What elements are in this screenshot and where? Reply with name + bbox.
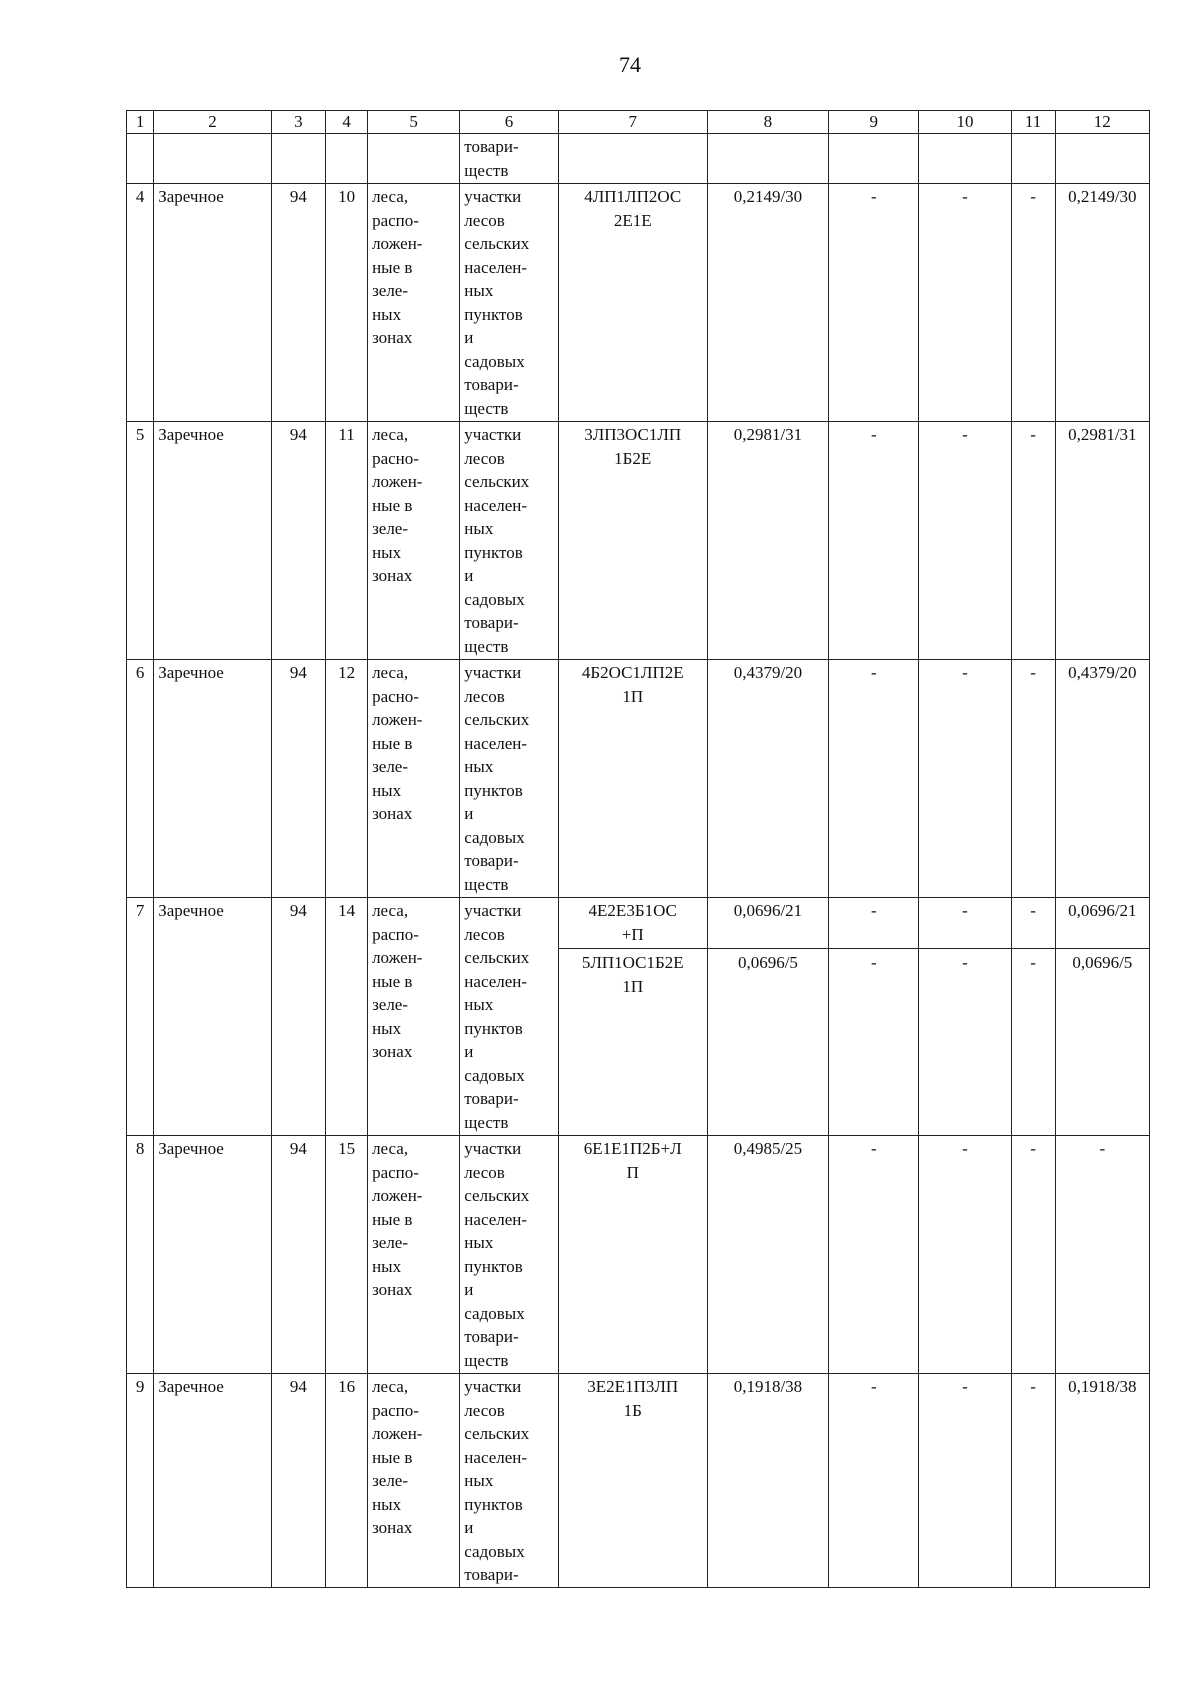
row-number: 9 — [127, 1374, 154, 1588]
row-number: 6 — [127, 660, 154, 898]
land-category-cell: участки лесов сельских населен- ных пунктов и садовых товари- ществ — [460, 184, 559, 422]
land-category-cell: участки лесов сельских населен- ных пунктов и садовых товари- ществ — [460, 422, 559, 660]
table-body — [127, 111, 1150, 1588]
table-cell — [127, 134, 154, 184]
land-category-cell: участки лесов сельских населен- ных пунктов и садовых товари- — [460, 1374, 559, 1588]
settlement-name: Заречное — [154, 898, 271, 1136]
row-number: 4 — [127, 184, 154, 422]
land-category-cell: товари- ществ — [460, 134, 559, 184]
value-col11-sub: - — [1012, 899, 1055, 949]
land-category-cell: участки лесов сельских населен- ных пунктов и садовых товари- ществ — [460, 1136, 559, 1374]
continuation-row — [127, 134, 1150, 184]
plot-number: 15 — [326, 1136, 368, 1374]
land-category-cell: участки лесов сельских населен- ных пунктов и садовых товари- ществ — [460, 660, 559, 898]
table-cell — [829, 134, 919, 184]
value-col9: - — [829, 660, 919, 898]
page-number: 74 — [619, 52, 641, 77]
total-value: 0,2149/30 — [1055, 184, 1149, 422]
plot-number: 11 — [326, 422, 368, 660]
forest-purpose-cell: леса, распо- ложен- ные в зеле- ных зонах — [368, 898, 460, 1136]
table-row — [127, 1374, 1150, 1588]
row-number: 8 — [127, 1136, 154, 1374]
area-value: 0,4985/25 — [707, 1136, 829, 1374]
value-col11: - — [1011, 422, 1055, 660]
forest-purpose-cell: леса, расно- ложен- ные в зеле- ных зонах — [368, 422, 460, 660]
column-header: 9 — [829, 111, 919, 134]
table-cell — [1055, 134, 1149, 184]
total-value: 0,1918/38 — [1055, 1374, 1149, 1588]
value-col9: - — [829, 1136, 919, 1374]
quarter-number: 94 — [271, 898, 326, 1136]
total-value: - — [1055, 1136, 1149, 1374]
value-col10: - — [919, 1136, 1011, 1374]
value-col10-sub: - — [919, 899, 1010, 949]
value-col11: - — [1011, 1136, 1055, 1374]
area-value: 0,2149/30 — [707, 184, 829, 422]
value-col10: - — [919, 1374, 1011, 1588]
quarter-number: 94 — [271, 1374, 326, 1588]
area-value — [707, 898, 829, 1136]
value-col10: - — [919, 660, 1011, 898]
species-composition — [558, 898, 707, 1136]
column-header: 5 — [368, 111, 460, 134]
table-row — [127, 184, 1150, 422]
area-value: 0,2981/31 — [707, 422, 829, 660]
column-header: 2 — [154, 111, 271, 134]
species-composition-sub: 5ЛП1ОС1Б2Е 1П — [581, 953, 684, 996]
settlement-name: Заречное — [154, 1136, 271, 1374]
value-col9: - — [829, 1374, 919, 1588]
value-col10 — [919, 898, 1011, 1136]
area-value: 0,1918/38 — [707, 1374, 829, 1588]
column-header: 6 — [460, 111, 559, 134]
quarter-number: 94 — [271, 660, 326, 898]
settlement-name: Заречное — [154, 1374, 271, 1588]
plot-number: 10 — [326, 184, 368, 422]
column-header: 1 — [127, 111, 154, 134]
value-col10: - — [919, 184, 1011, 422]
value-col9: - — [829, 184, 919, 422]
forest-plots-table — [126, 110, 1150, 1588]
column-header: 7 — [558, 111, 707, 134]
species-composition: 3ЛП3ОС1ЛП 1Б2Е — [558, 422, 707, 660]
plot-number: 14 — [326, 898, 368, 1136]
table-row — [127, 422, 1150, 660]
table-cell — [326, 134, 368, 184]
settlement-name: Заречное — [154, 660, 271, 898]
column-header: 10 — [919, 111, 1011, 134]
land-category-cell: участки лесов сельских населен- ных пунктов и садовых товари- ществ — [460, 898, 559, 1136]
column-header: 4 — [326, 111, 368, 134]
forest-purpose-cell: леса, расно- ложен- ные в зеле- ных зонах — [368, 660, 460, 898]
value-col11 — [1011, 898, 1055, 1136]
area-value-sub: 0,0696/5 — [737, 953, 798, 972]
quarter-number: 94 — [271, 1136, 326, 1374]
table-cell — [154, 134, 271, 184]
species-composition-sub: 4Е2Е3Б1ОС +П — [559, 899, 707, 949]
plot-number: 16 — [326, 1374, 368, 1588]
table-row — [127, 660, 1150, 898]
value-col9: - — [829, 422, 919, 660]
value-col9 — [829, 898, 919, 1136]
total-value-sub: 0,0696/5 — [1072, 953, 1133, 972]
quarter-number: 94 — [271, 184, 326, 422]
row-number: 5 — [127, 422, 154, 660]
settlement-name: Заречное — [154, 184, 271, 422]
table-cell — [271, 134, 326, 184]
species-composition: 4Б2ОС1ЛП2Е 1П — [558, 660, 707, 898]
table-cell — [368, 134, 460, 184]
forest-purpose-cell: леса, распо- ложен- ные в зеле- ных зонах — [368, 1136, 460, 1374]
settlement-name: Заречное — [154, 422, 271, 660]
column-header-row — [127, 111, 1150, 134]
area-value: 0,4379/20 — [707, 660, 829, 898]
table-cell — [558, 134, 707, 184]
column-header: 8 — [707, 111, 829, 134]
total-value: 0,4379/20 — [1055, 660, 1149, 898]
column-header: 12 — [1055, 111, 1149, 134]
column-header: 11 — [1011, 111, 1055, 134]
total-value — [1055, 898, 1149, 1136]
value-col9-sub: - — [870, 953, 877, 972]
species-composition: 3Е2Е1П3ЛП 1Б — [558, 1374, 707, 1588]
value-col11: - — [1011, 184, 1055, 422]
total-value: 0,2981/31 — [1055, 422, 1149, 660]
species-composition: 4ЛП1ЛП2ОС 2Е1Е — [558, 184, 707, 422]
quarter-number: 94 — [271, 422, 326, 660]
table-cell — [919, 134, 1011, 184]
table-row — [127, 1136, 1150, 1374]
table-cell — [1011, 134, 1055, 184]
species-composition: 6Е1Е1П2Б+Л П — [558, 1136, 707, 1374]
value-col10: - — [919, 422, 1011, 660]
value-col11: - — [1011, 660, 1055, 898]
row-number: 7 — [127, 898, 154, 1136]
plot-number: 12 — [326, 660, 368, 898]
area-value-sub: 0,0696/21 — [708, 899, 829, 949]
value-col11-sub: - — [1030, 953, 1036, 972]
forest-purpose-cell: леса, распо- ложен- ные в зеле- ных зонах — [368, 1374, 460, 1588]
value-col9-sub: - — [829, 899, 918, 949]
value-col10-sub: - — [962, 953, 968, 972]
forest-purpose-cell: леса, распо- ложен- ные в зеле- ных зонах — [368, 184, 460, 422]
total-value-sub: 0,0696/21 — [1056, 899, 1149, 949]
table-cell — [707, 134, 829, 184]
value-col11: - — [1011, 1374, 1055, 1588]
table-row — [127, 898, 1150, 1136]
column-header: 3 — [271, 111, 326, 134]
